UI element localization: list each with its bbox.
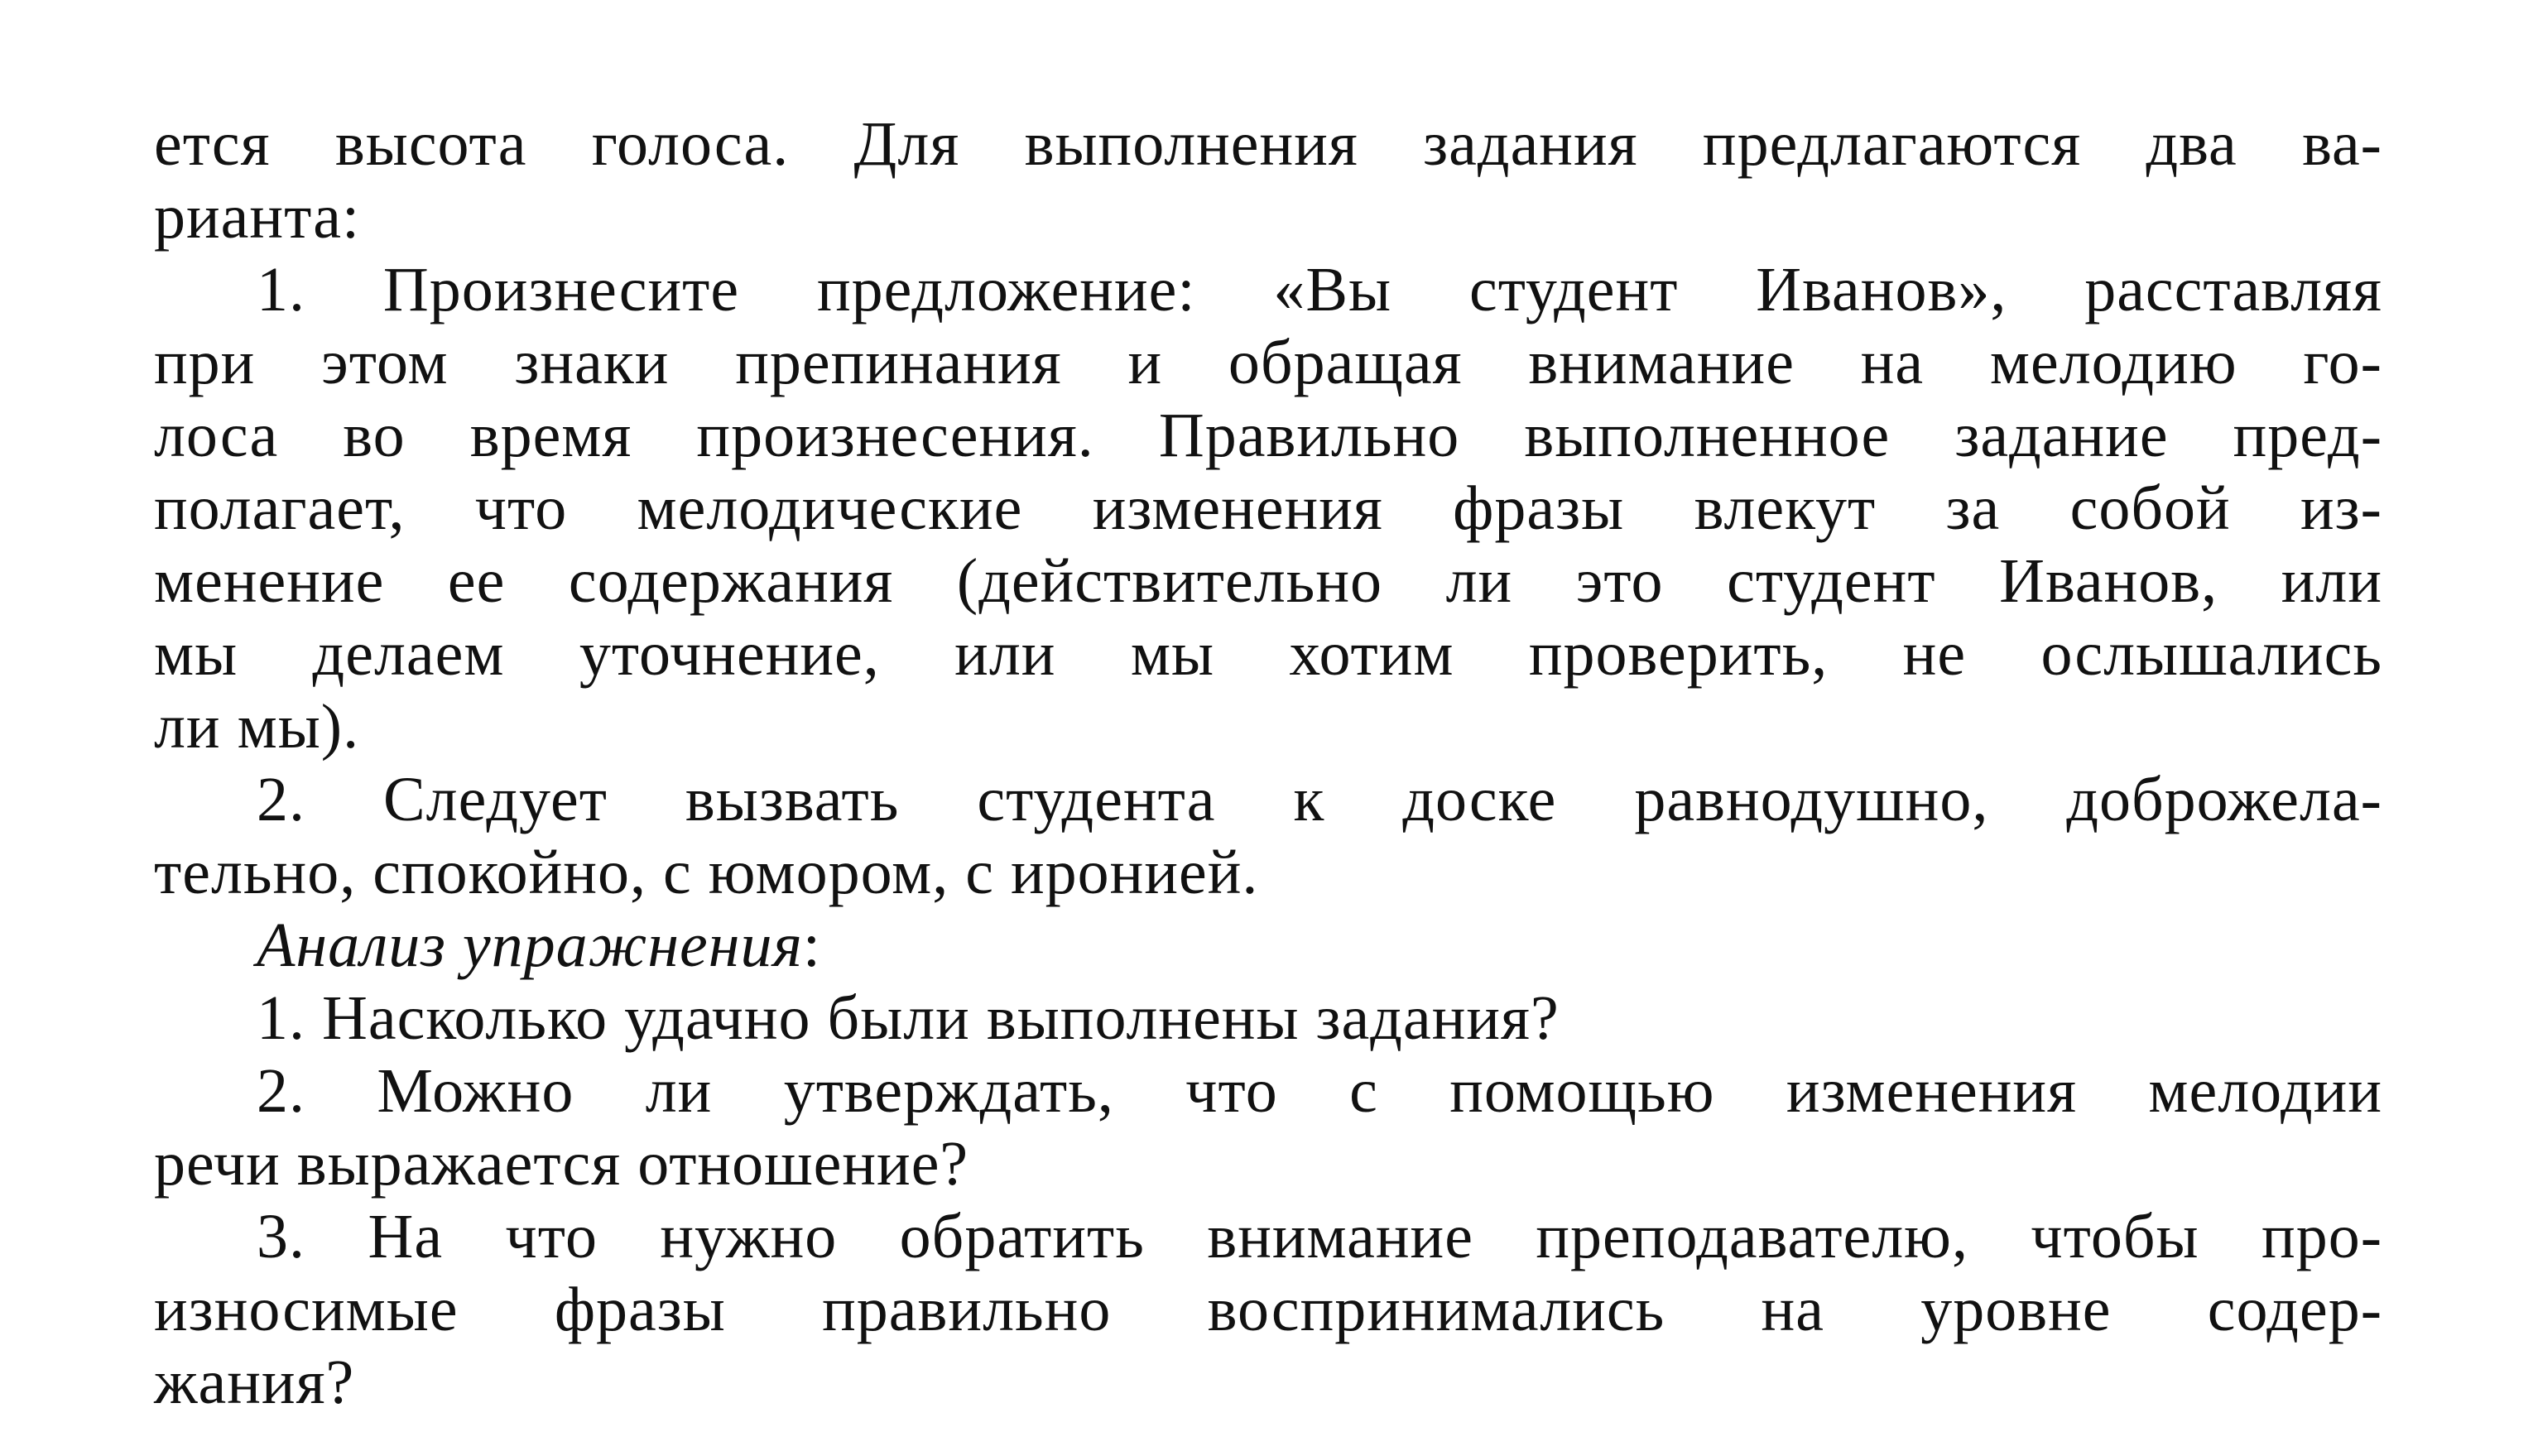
text-line-9: ли мы). <box>154 692 360 762</box>
text-line-6: полагает, что мелодические изменения фразы влекут за собой из- <box>154 473 2382 543</box>
question-2-line-1: 2. Можно ли утверждать, что с помощью изменения мелодии <box>257 1056 2382 1126</box>
question-1: 1. Насколько удачно были выполнены задания? <box>257 983 1560 1053</box>
text-line-8: мы делаем уточнение, или мы хотим проверить, не ослышались <box>154 619 2382 689</box>
text-line-2: рианта: <box>154 182 361 252</box>
text-line-3: 1. Произнесите предложение: «Вы студент Иванов», расставляя <box>257 255 2382 324</box>
text-line-4: при этом знаки препинания и обращая внимание на мелодию го- <box>154 328 2382 397</box>
text-line-5: лоса во время произнесения. Правильно выполненное задание пред- <box>154 401 2382 470</box>
text-line-11: тельно, спокойно, с юмором, с иронией. <box>154 838 1259 907</box>
question-3-line-1: 3. На что нужно обратить внимание преподавателю, чтобы про- <box>257 1202 2382 1271</box>
exercise-analysis-title: Анализ упражнения <box>257 911 803 980</box>
question-2-line-2: речи выражается отношение? <box>154 1129 969 1199</box>
text-line-1: ется высота голоса. Для выполнения задания предлагаются два ва- <box>154 109 2382 179</box>
exercise-analysis-colon: : <box>802 911 821 980</box>
question-3-line-2: износимые фразы правильно воспринимались на уровне содер- <box>154 1275 2382 1344</box>
text-line-7: менение ее содержания (действительно ли это студент Иванов, или <box>154 546 2382 616</box>
exercise-analysis-heading <box>257 909 2382 982</box>
question-3-line-3: жания? <box>154 1348 355 1417</box>
text-line-10: 2. Следует вызвать студента к доске равнодушно, доброжела- <box>257 765 2382 834</box>
